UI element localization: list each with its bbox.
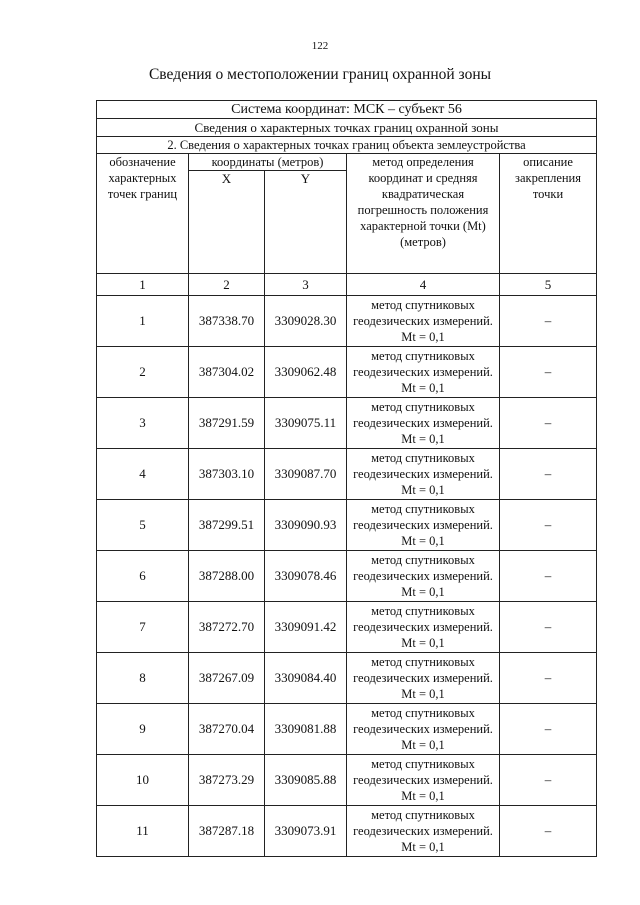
x-coordinate-cell: 387304.02 xyxy=(189,347,265,398)
table-row xyxy=(97,500,597,551)
table-row xyxy=(97,449,597,500)
column-number: 3 xyxy=(265,274,347,296)
y-coordinate-cell: 3309078.46 xyxy=(265,551,347,602)
y-coordinate-cell: 3309091.42 xyxy=(265,602,347,653)
table-row xyxy=(97,806,597,857)
fixing-description-cell: – xyxy=(500,500,597,551)
method-cell: метод спутниковых геодезических измерений. Mt = 0,1 xyxy=(347,704,500,755)
method-cell: метод спутниковых геодезических измерений. Mt = 0,1 xyxy=(347,500,500,551)
x-coordinate-cell: 387288.00 xyxy=(189,551,265,602)
table-row xyxy=(97,551,597,602)
col-header-method: метод определения координат и средняя квадратическая погрешность положения характерной точки (Mt) (метров) xyxy=(347,154,500,274)
page-number: 122 xyxy=(311,40,329,52)
method-cell: метод спутниковых геодезических измерений. Mt = 0,1 xyxy=(347,755,500,806)
coordinate-system-header: Система координат: МСК – субъект 56 xyxy=(97,101,597,119)
point-id-cell: 4 xyxy=(97,449,189,500)
table-row xyxy=(97,704,597,755)
point-id-cell: 11 xyxy=(97,806,189,857)
fixing-description-cell: – xyxy=(500,551,597,602)
table-row xyxy=(97,755,597,806)
point-id-cell: 1 xyxy=(97,296,189,347)
y-coordinate-cell: 3309087.70 xyxy=(265,449,347,500)
fixing-description-cell: – xyxy=(500,602,597,653)
y-coordinate-cell: 3309081.88 xyxy=(265,704,347,755)
fixing-description-cell: – xyxy=(500,398,597,449)
y-coordinate-cell: 3309062.48 xyxy=(265,347,347,398)
column-number: 5 xyxy=(500,274,597,296)
fixing-description-cell: – xyxy=(500,449,597,500)
point-id-cell: 3 xyxy=(97,398,189,449)
point-id-cell: 2 xyxy=(97,347,189,398)
table-row xyxy=(97,296,597,347)
y-coordinate-cell: 3309085.88 xyxy=(265,755,347,806)
column-number: 2 xyxy=(189,274,265,296)
method-cell: метод спутниковых геодезических измерений. Mt = 0,1 xyxy=(347,806,500,857)
point-id-cell: 10 xyxy=(97,755,189,806)
table-row xyxy=(97,653,597,704)
method-cell: метод спутниковых геодезических измерений. Mt = 0,1 xyxy=(347,347,500,398)
fixing-description-cell: – xyxy=(500,296,597,347)
x-coordinate-cell: 387303.10 xyxy=(189,449,265,500)
x-coordinate-cell: 387272.70 xyxy=(189,602,265,653)
table-row xyxy=(97,398,597,449)
y-coordinate-cell: 3309075.11 xyxy=(265,398,347,449)
col-header-point-label: обозначение характерных точек границ xyxy=(97,154,189,274)
fixing-description-cell: – xyxy=(500,806,597,857)
y-coordinate-cell: 3309073.91 xyxy=(265,806,347,857)
method-cell: метод спутниковых геодезических измерений. Mt = 0,1 xyxy=(347,398,500,449)
y-coordinate-cell: 3309084.40 xyxy=(265,653,347,704)
col-header-y: Y xyxy=(265,171,347,274)
method-cell: метод спутниковых геодезических измерений. Mt = 0,1 xyxy=(347,296,500,347)
fixing-description-cell: – xyxy=(500,704,597,755)
x-coordinate-cell: 387291.59 xyxy=(189,398,265,449)
boundary-points-table xyxy=(96,100,597,857)
table-row xyxy=(97,602,597,653)
point-id-cell: 8 xyxy=(97,653,189,704)
point-id-cell: 7 xyxy=(97,602,189,653)
document-title: Сведения о местоположении границ охранной зоны xyxy=(148,66,492,83)
col-header-fixing: описание закрепления точки xyxy=(500,154,597,274)
x-coordinate-cell: 387270.04 xyxy=(189,704,265,755)
method-cell: метод спутниковых геодезических измерений. Mt = 0,1 xyxy=(347,449,500,500)
fixing-description-cell: – xyxy=(500,347,597,398)
section-2-header: 2. Сведения о характерных точках границ объекта землеустройства xyxy=(97,137,597,154)
x-coordinate-cell: 387273.29 xyxy=(189,755,265,806)
table-row xyxy=(97,347,597,398)
column-number: 1 xyxy=(97,274,189,296)
point-id-cell: 5 xyxy=(97,500,189,551)
method-cell: метод спутниковых геодезических измерений. Mt = 0,1 xyxy=(347,602,500,653)
fixing-description-cell: – xyxy=(500,653,597,704)
section-1-header: Сведения о характерных точках границ охранной зоны xyxy=(97,119,597,137)
y-coordinate-cell: 3309090.93 xyxy=(265,500,347,551)
point-id-cell: 9 xyxy=(97,704,189,755)
column-number: 4 xyxy=(347,274,500,296)
col-header-coordinates: координаты (метров) xyxy=(189,154,347,171)
point-id-cell: 6 xyxy=(97,551,189,602)
y-coordinate-cell: 3309028.30 xyxy=(265,296,347,347)
x-coordinate-cell: 387299.51 xyxy=(189,500,265,551)
x-coordinate-cell: 387338.70 xyxy=(189,296,265,347)
method-cell: метод спутниковых геодезических измерений. Mt = 0,1 xyxy=(347,653,500,704)
x-coordinate-cell: 387267.09 xyxy=(189,653,265,704)
col-header-x: X xyxy=(189,171,265,274)
x-coordinate-cell: 387287.18 xyxy=(189,806,265,857)
method-cell: метод спутниковых геодезических измерений. Mt = 0,1 xyxy=(347,551,500,602)
fixing-description-cell: – xyxy=(500,755,597,806)
